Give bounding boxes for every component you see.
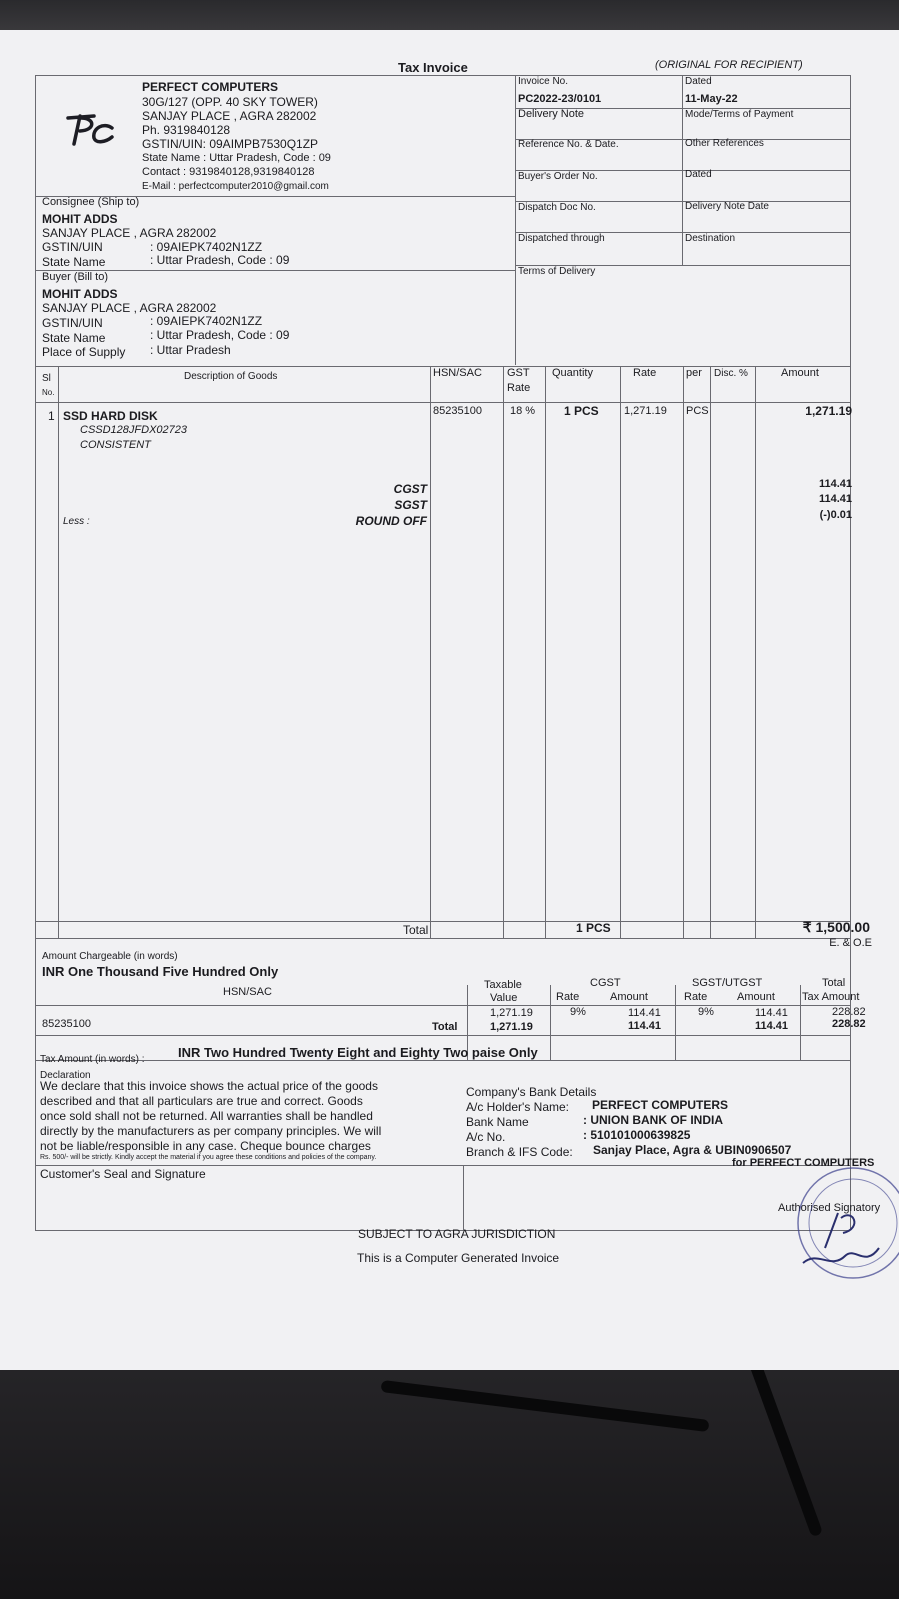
invoice-title: Tax Invoice: [398, 60, 468, 75]
buyer-label: Buyer (Bill to): [42, 271, 109, 283]
bank-branch: Sanjay Place, Agra & UBIN0906507: [593, 1143, 792, 1157]
summary-cgst-amount-header: Amount: [610, 991, 648, 1003]
item-quantity: 1 PCS: [564, 404, 599, 418]
desk-background-top: [0, 0, 899, 32]
seller-gstin: GSTIN/UIN: 09AIMPB7530Q1ZP: [142, 137, 319, 151]
buyer-gstin: : 09AIEPK7402N1ZZ: [150, 314, 263, 328]
jurisdiction-text: SUBJECT TO AGRA JURISDICTION: [358, 1227, 556, 1241]
destination-label: Destination: [685, 233, 736, 244]
item-sl: 1: [48, 409, 55, 423]
terms-of-delivery-label: Terms of Delivery: [518, 266, 596, 277]
summary-row-cgst-amount: 114.41: [628, 1007, 661, 1019]
total-quantity: 1 PCS: [576, 921, 611, 935]
summary-cgst-rate-header: Rate: [556, 991, 580, 1003]
summary-total-cgst: 114.41: [628, 1020, 662, 1032]
summary-total-header: Total: [822, 977, 846, 989]
consignee-address: SANJAY PLACE , AGRA 282002: [42, 226, 217, 240]
sgst-amount: 114.41: [818, 493, 852, 505]
dated2-label: Dated: [685, 169, 712, 180]
bank-title: Company's Bank Details: [466, 1085, 597, 1099]
bank-acc: : 510101000639825: [583, 1128, 691, 1142]
consignee-name: MOHIT ADDS: [42, 212, 118, 226]
seller-state: State Name : Uttar Pradesh, Code : 09: [142, 152, 331, 164]
hsn-header: HSN/SAC: [433, 367, 482, 379]
item-name: SSD HARD DISK: [63, 409, 158, 423]
description-header: Description of Goods: [184, 371, 278, 382]
summary-row-sgst-amount: 114.41: [755, 1007, 788, 1019]
for-company-label: for PERFECT COMPUTERS: [732, 1157, 875, 1169]
bank-name-label: Bank Name: [466, 1115, 529, 1129]
company-stamp-icon: [783, 1158, 899, 1280]
declaration-line-4: directly by the manufacturers as per company principles. We will: [40, 1124, 382, 1138]
copy-label: (ORIGINAL FOR RECIPIENT): [655, 59, 803, 71]
summary-value-header: Value: [490, 992, 518, 1004]
consignee-state: : Uttar Pradesh, Code : 09: [150, 253, 290, 267]
invoice-no: PC2022-23/0101: [518, 93, 602, 105]
summary-sgst-amount-header: Amount: [737, 991, 775, 1003]
desk-background-bottom: [0, 1360, 899, 1599]
amount-words: INR One Thousand Five Hundred Only: [42, 964, 279, 979]
gst-header: GST: [507, 367, 530, 379]
item-brand: CONSISTENT: [80, 439, 151, 451]
invoice-date: 11-May-22: [685, 93, 738, 105]
seller-address-1: 30G/127 (OPP. 40 SKY TOWER): [142, 95, 318, 109]
per-header: per: [686, 367, 702, 379]
total-label: Total: [403, 923, 429, 937]
item-amount: 1,271.19: [805, 404, 852, 418]
seller-address-2: SANJAY PLACE , AGRA 282002: [142, 109, 317, 123]
computer-generated-text: This is a Computer Generated Invoice: [357, 1251, 560, 1265]
cgst-label: CGST: [393, 482, 427, 496]
round-off-amount: (-)0.01: [819, 509, 852, 521]
item-hsn: 85235100: [433, 405, 482, 417]
disc-header: Disc. %: [714, 368, 748, 379]
dispatched-through-label: Dispatched through: [518, 233, 605, 244]
buyer-gstin-label: GSTIN/UIN: [42, 316, 103, 330]
declaration-line-1: We declare that this invoice shows the actual price of the goods: [40, 1079, 378, 1093]
mode-terms-label: Mode/Terms of Payment: [685, 109, 794, 120]
customer-seal-label: Customer's Seal and Signature: [40, 1167, 206, 1181]
declaration-label: Declaration: [40, 1070, 91, 1081]
buyers-order-label: Buyer's Order No.: [518, 171, 598, 182]
seller-name: PERFECT COMPUTERS: [142, 80, 279, 94]
summary-total-taxable: 1,271.19: [490, 1021, 533, 1033]
quantity-header: Quantity: [552, 367, 593, 379]
eoe-label: E. & O.E: [829, 937, 872, 949]
reference-label: Reference No. & Date.: [518, 139, 619, 150]
less-label: Less :: [63, 516, 90, 527]
cable: [747, 1355, 823, 1538]
other-references-label: Other References: [685, 138, 764, 149]
summary-row-sgst-rate: 9%: [698, 1006, 714, 1018]
summary-row-total-tax: 228.82: [832, 1006, 866, 1018]
buyer-place: : Uttar Pradesh: [150, 343, 231, 357]
tax-words: INR Two Hundred Twenty Eight and Eighty Two paise Only: [178, 1045, 538, 1060]
summary-total-tax: 228.82: [832, 1018, 866, 1030]
bank-acc-label: A/c No.: [466, 1130, 506, 1144]
sl-header: Sl: [42, 373, 51, 384]
company-logo-icon: [60, 110, 120, 150]
rate-header: Rate: [633, 367, 657, 379]
bank-holder: PERFECT COMPUTERS: [592, 1098, 729, 1112]
consignee-label: Consignee (Ship to): [42, 196, 140, 208]
summary-cgst-header: CGST: [590, 977, 621, 989]
buyer-name: MOHIT ADDS: [42, 287, 118, 301]
cable: [380, 1380, 709, 1432]
invoice-no-label: Invoice No.: [518, 76, 569, 87]
tax-words-label: Tax Amount (in words) :: [40, 1054, 145, 1065]
amount-header: Amount: [781, 367, 819, 379]
summary-row-taxable: 1,271.19: [490, 1007, 533, 1019]
buyer-address: SANJAY PLACE , AGRA 282002: [42, 301, 217, 315]
buyer-place-label: Place of Supply: [42, 345, 126, 359]
item-serial: CSSD128JFDX02723: [80, 424, 188, 436]
summary-total-label: Total: [432, 1021, 458, 1033]
cgst-amount: 114.41: [818, 478, 852, 490]
dated-label: Dated: [685, 76, 712, 87]
declaration-line-6: Rs. 500/- will be strictly. Kindly accept the material if you agree these conditions and policies of the company.: [40, 1154, 377, 1161]
bank-name: : UNION BANK OF INDIA: [583, 1113, 723, 1127]
seller-email: E-Mail : perfectcomputer2010@gmail.com: [142, 181, 329, 192]
consignee-gstin: : 09AIEPK7402N1ZZ: [150, 240, 263, 254]
summary-row-cgst-rate: 9%: [570, 1006, 586, 1018]
dispatch-doc-label: Dispatch Doc No.: [518, 202, 596, 213]
declaration-line-5: not be liable/responsible in any case. Cheque bounce charges: [40, 1139, 371, 1153]
bank-holder-label: A/c Holder's Name:: [466, 1100, 569, 1114]
authorised-signatory-label: Authorised Signatory: [778, 1202, 881, 1214]
item-gst-rate: 18 %: [510, 405, 536, 417]
sgst-label: SGST: [394, 498, 427, 512]
summary-sgst-rate-header: Rate: [684, 991, 708, 1003]
invoice-paper: [0, 30, 899, 1370]
seller-phone: Ph. 9319840128: [142, 123, 231, 137]
amount-words-label: Amount Chargeable (in words): [42, 951, 178, 962]
sl-no-header: No.: [42, 388, 55, 397]
bank-branch-label: Branch & IFS Code:: [466, 1145, 573, 1159]
total-amount: ₹ 1,500.00: [802, 919, 870, 935]
delivery-note-label: Delivery Note: [518, 108, 585, 120]
summary-row-hsn: 85235100: [42, 1018, 91, 1030]
declaration-line-3: once sold shall not be returned. All warranties shall be handled: [40, 1109, 373, 1123]
consignee-gstin-label: GSTIN/UIN: [42, 240, 103, 254]
summary-taxable-header: Taxable: [484, 979, 522, 991]
gst-rate-header: Rate: [507, 382, 531, 394]
delivery-note-date-label: Delivery Note Date: [685, 201, 769, 212]
declaration-line-2: described and that all particulars are true and correct. Goods: [40, 1094, 363, 1108]
seller-contact: Contact : 9319840128,9319840128: [142, 166, 315, 178]
summary-hsn-header: HSN/SAC: [223, 986, 272, 998]
item-rate: 1,271.19: [624, 405, 667, 417]
item-per: PCS: [686, 405, 709, 417]
summary-sgst-header: SGST/UTGST: [692, 977, 763, 989]
buyer-state-label: State Name: [42, 331, 106, 345]
summary-tax-amount-header: Tax Amount: [802, 991, 860, 1003]
consignee-state-label: State Name: [42, 255, 106, 269]
buyer-state: : Uttar Pradesh, Code : 09: [150, 328, 290, 342]
summary-total-sgst: 114.41: [755, 1020, 789, 1032]
round-off-label: ROUND OFF: [355, 514, 427, 528]
